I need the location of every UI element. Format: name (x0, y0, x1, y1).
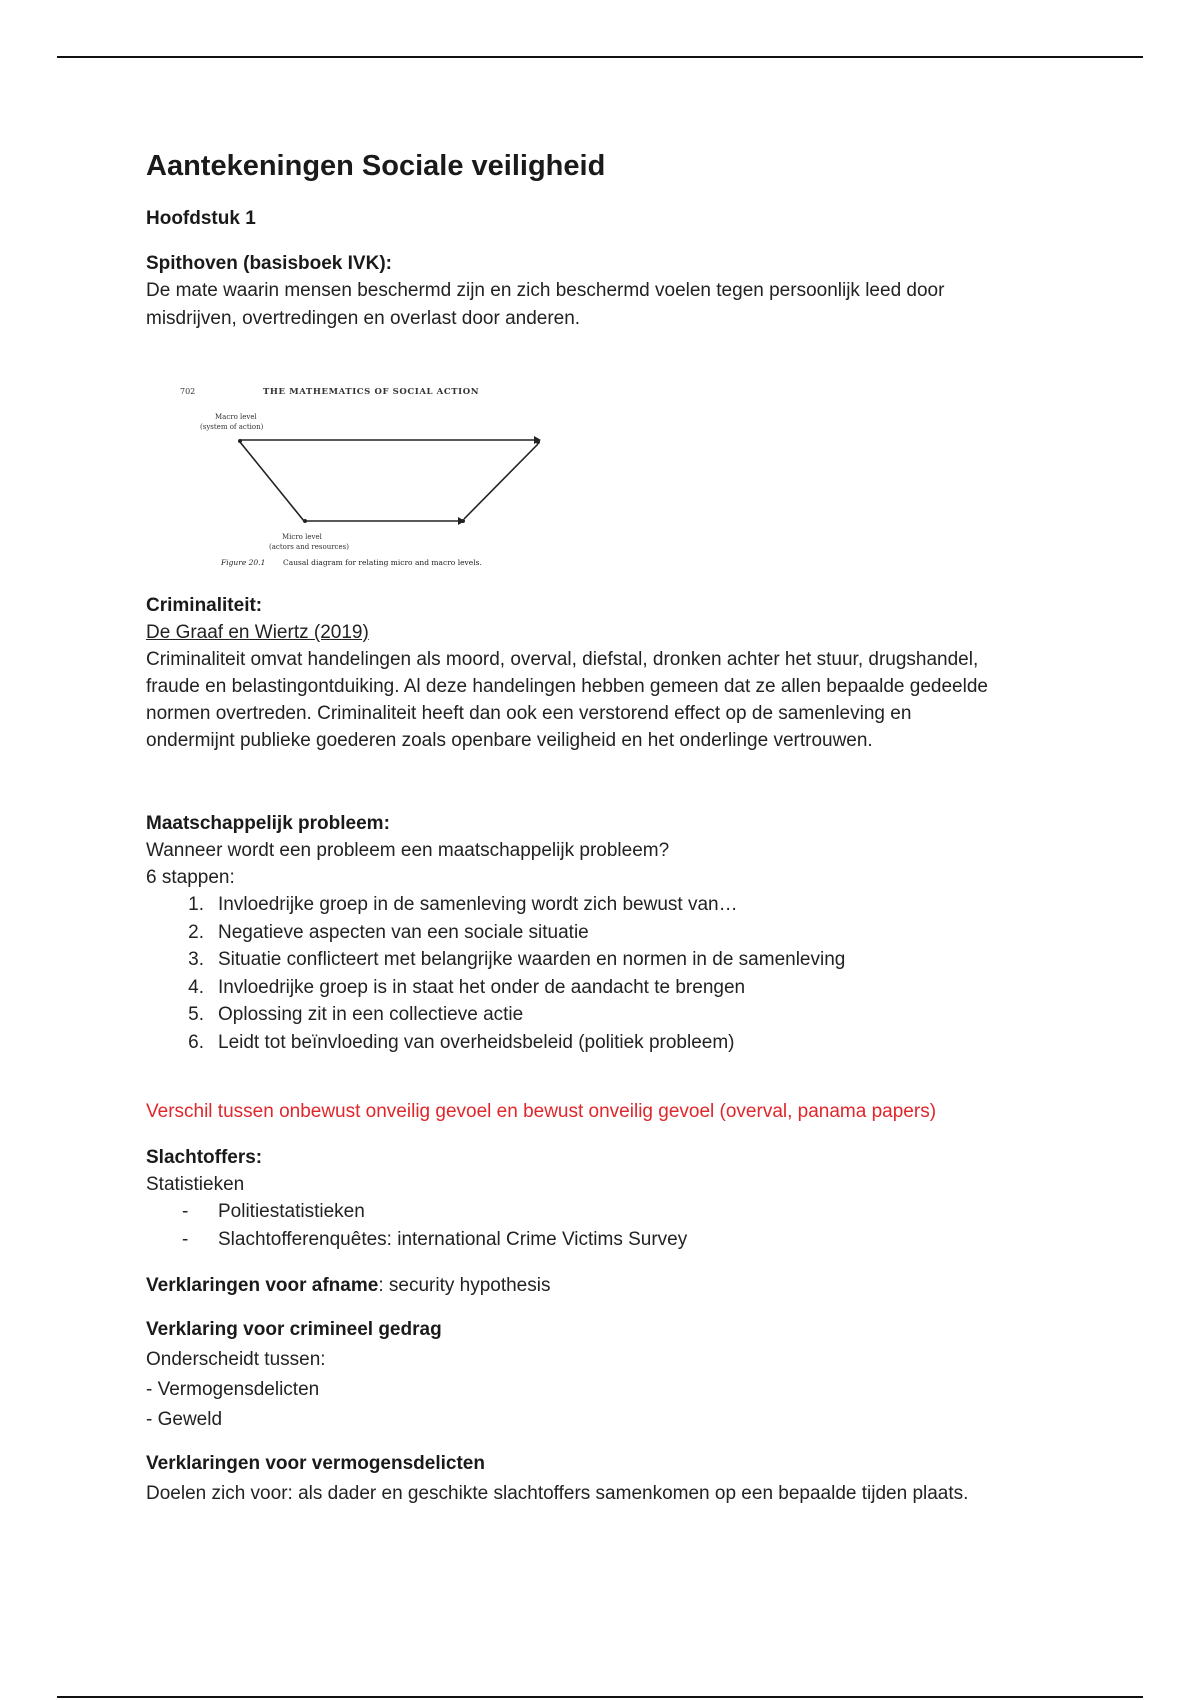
list-item-text: Negatieve aspecten van een sociale situatie (218, 921, 589, 943)
list-item (146, 946, 1076, 974)
node-dot (461, 519, 465, 523)
crimineel-line: - Vermogensdelicten (146, 1379, 320, 1400)
chapter-heading: Hoofdstuk 1 (146, 208, 256, 229)
list-item-text: Invloedrijke groep in de samenleving wordt zich bewust van… (218, 894, 738, 915)
afname-heading: Verklaringen voor afname (146, 1275, 379, 1296)
figure-header: THE MATHEMATICS OF SOCIAL ACTION (263, 387, 480, 397)
list-number: 2. (188, 921, 204, 943)
macro-to-micro-line (240, 442, 304, 521)
figure-micro-label: Micro level (282, 533, 322, 541)
slachtoffers-list (146, 1198, 1076, 1253)
crimineel-line: Onderscheidt tussen: (146, 1349, 326, 1370)
list-item (146, 1001, 1076, 1029)
node-dot (303, 519, 307, 523)
vermogens-heading: Verklaringen voor vermogensdelicten (146, 1453, 485, 1474)
figure-micro-sublabel: (actors and resources) (269, 543, 349, 551)
list-item (146, 974, 1076, 1002)
list-number: 3. (188, 949, 204, 970)
top-rule (57, 56, 1143, 58)
steps-label: 6 stappen: (146, 867, 235, 888)
spithoven-heading: Spithoven (basisboek IVK): (146, 253, 392, 274)
causal-diagram-figure (168, 376, 548, 576)
list-item (146, 919, 1076, 947)
maatschappelijk-question: Wanneer wordt een probleem een maatschappelijk probleem? (146, 840, 670, 861)
list-item-text: Leidt tot beïnvloeding van overheidsbeleid (politiek probleem) (218, 1031, 735, 1053)
vermogens-line: Doelen zich voor: als dader en geschikte slachtoffers samenkomen op een bepaalde tijden plaats. (146, 1483, 969, 1504)
criminaliteit-source: De Graaf en Wiertz (2019) (146, 622, 369, 643)
list-number: 4. (188, 976, 204, 998)
node-dot (536, 440, 540, 444)
spithoven-line: misdrijven, overtredingen en overlast door anderen. (146, 308, 581, 329)
figure-macro-label: Macro level (215, 413, 257, 421)
list-item-text: Oplossing zit in een collectieve actie (218, 1004, 524, 1025)
criminaliteit-line: Criminaliteit omvat handelingen als moord, overval, diefstal, dronken achter het stuur, drugshandel, (146, 649, 979, 670)
slachtoffers-heading: Slachtoffers: (146, 1147, 263, 1168)
list-number: 1. (188, 894, 204, 915)
node-dot (238, 439, 242, 443)
list-item (146, 891, 1076, 919)
figure-caption-prefix: Figure 20.1 (221, 558, 266, 567)
criminaliteit-line: normen overtreden. Criminaliteit heeft dan ook een verstorend effect op de samenleving en (146, 703, 912, 724)
criminaliteit-heading: Criminaliteit: (146, 595, 263, 616)
list-number: 5. (188, 1004, 204, 1025)
afname-line (146, 1272, 550, 1300)
criminaliteit-line: ondermijnt publieke goederen zoals openbare veiligheid en het onderlinge vertrouwen. (146, 730, 873, 751)
figure-caption-text: Causal diagram for relating micro and macro levels. (283, 558, 482, 567)
afname-rest: : security hypothesis (378, 1275, 551, 1296)
crimineel-line: - Geweld (146, 1409, 223, 1430)
list-item (146, 1198, 1076, 1226)
list-bullet: - (182, 1228, 189, 1250)
maatschappelijk-heading: Maatschappelijk probleem: (146, 813, 390, 834)
spithoven-line: De mate waarin mensen beschermd zijn en zich beschermd voelen tegen persoonlijk leed door (146, 280, 945, 301)
slachtoffers-label: Statistieken (146, 1174, 245, 1195)
list-item-text: Invloedrijke groep is in staat het onder de aandacht te brengen (218, 976, 746, 998)
red-note: Verschil tussen onbewust onveilig gevoel en bewust onveilig gevoel (overval, panama papers) (146, 1101, 937, 1122)
criminaliteit-line: fraude en belastingontduiking. Al deze handelingen hebben gemeen dat ze allen bepaalde gedeelde (146, 676, 988, 697)
document-title: Aantekeningen Sociale veiligheid (146, 150, 606, 182)
list-item-text: Politiestatistieken (218, 1201, 365, 1222)
bottom-rule (57, 1696, 1143, 1698)
list-item (146, 1029, 1076, 1057)
figure-macro-sublabel: (system of action) (200, 423, 264, 431)
micro-to-macro-line (464, 444, 538, 519)
figure-page-number: 702 (180, 387, 196, 396)
list-item-text: Slachtofferenquêtes: international Crime Victims Survey (218, 1228, 688, 1250)
list-item-text: Situatie conflicteert met belangrijke waarden en normen in de samenleving (218, 949, 846, 970)
list-item (146, 1226, 1076, 1254)
crimineel-heading: Verklaring voor crimineel gedrag (146, 1319, 442, 1340)
list-number: 6. (188, 1031, 204, 1053)
list-bullet: - (182, 1201, 189, 1222)
steps-list (146, 891, 1076, 1056)
